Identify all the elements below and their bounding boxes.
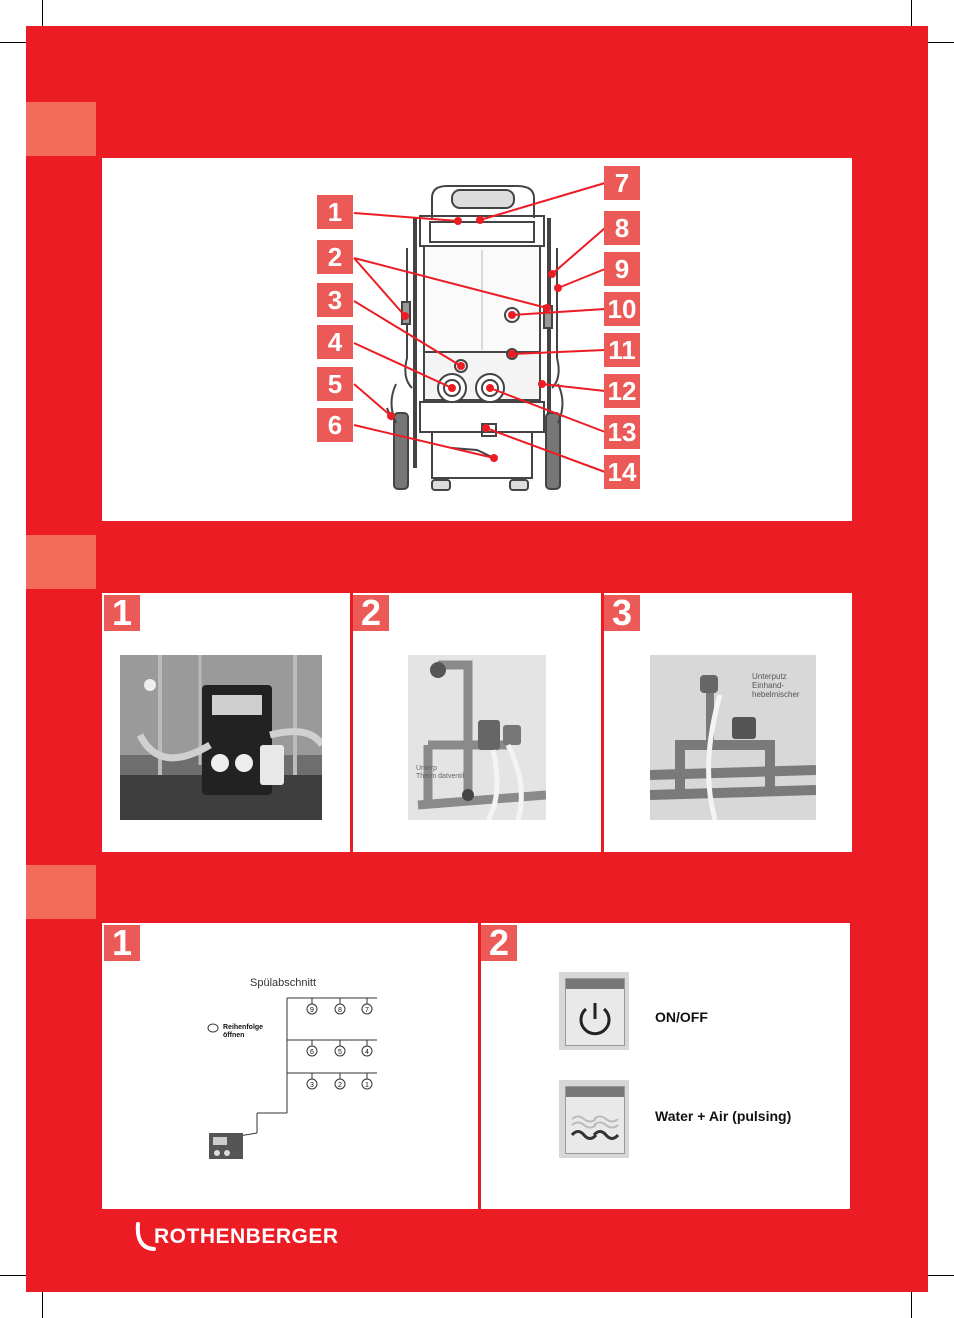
photo-caption: Unterp	[416, 765, 438, 772]
crop-mark	[928, 1275, 954, 1276]
power-button-icon	[559, 972, 629, 1050]
crop-mark	[42, 1292, 43, 1318]
device-drawing	[102, 158, 852, 521]
power-icon	[566, 989, 624, 1045]
water-air-button-icon	[559, 1080, 629, 1158]
section-tab-3	[26, 865, 96, 919]
crop-mark	[911, 0, 912, 26]
brand-name: ROTHENBERGER	[154, 1225, 339, 1248]
connection-panel	[102, 593, 852, 852]
sequence-number: 9	[310, 1007, 314, 1014]
step-number-1: 1	[104, 925, 140, 961]
single-lever-mixer-photo	[650, 655, 816, 820]
callout-14: 14	[604, 455, 640, 489]
panel-divider	[478, 923, 481, 1209]
step-number-2: 2	[481, 925, 517, 961]
logo-swoosh-icon	[134, 1222, 156, 1252]
flush-sequence-diagram	[197, 973, 397, 1173]
sequence-number: 7	[365, 1007, 369, 1014]
callout-1: 1	[317, 195, 353, 229]
sequence-number: 2	[338, 1082, 342, 1089]
callout-10: 10	[604, 292, 640, 326]
callout-12: 12	[604, 374, 640, 408]
sequence-number: 6	[310, 1049, 314, 1056]
sequence-number: 1	[365, 1082, 369, 1089]
photo-caption: Therm datventil	[416, 773, 465, 780]
crop-mark	[0, 1275, 26, 1276]
sequence-number: 8	[338, 1007, 342, 1014]
step-number-2: 2	[353, 595, 389, 631]
section-tab-2	[26, 535, 96, 589]
water-air-icon	[566, 1097, 624, 1153]
callout-9: 9	[604, 252, 640, 286]
callout-7: 7	[604, 166, 640, 200]
crop-mark	[928, 42, 954, 43]
callout-4: 4	[317, 325, 353, 359]
device-diagram-panel	[102, 158, 852, 521]
panel-divider	[601, 593, 604, 852]
crop-mark	[0, 42, 26, 43]
callout-2: 2	[317, 240, 353, 274]
on-off-label: ON/OFF	[655, 1009, 708, 1025]
sequence-number: 4	[365, 1049, 369, 1056]
callout-8: 8	[604, 211, 640, 245]
callout-5: 5	[317, 367, 353, 401]
device-connected-photo	[120, 655, 322, 820]
photo-caption: Einhand-	[752, 681, 785, 690]
mini-device-icon	[209, 1133, 243, 1159]
photo-caption: Unterputz	[752, 672, 787, 681]
panel-divider	[350, 593, 353, 852]
operation-panel	[102, 923, 850, 1209]
water-air-label: Water + Air (pulsing)	[655, 1108, 792, 1124]
rothenberger-logo	[134, 1222, 339, 1252]
section-tab-1	[26, 102, 96, 156]
diagram-title: Spülabschnitt	[250, 977, 317, 989]
crop-mark	[42, 0, 43, 26]
step-number-1: 1	[104, 595, 140, 631]
sequence-number: 5	[338, 1049, 342, 1056]
thermostat-valve-photo	[408, 655, 546, 820]
callout-6: 6	[317, 408, 353, 442]
legend-text: Reihenfolge	[223, 1024, 264, 1031]
callout-11: 11	[604, 333, 640, 367]
step-number-3: 3	[604, 595, 640, 631]
callout-13: 13	[604, 415, 640, 449]
sequence-number: 3	[310, 1082, 314, 1089]
callout-3: 3	[317, 283, 353, 317]
photo-caption: hebelmischer	[752, 690, 800, 699]
legend-text: öffnen	[223, 1032, 245, 1039]
crop-mark	[911, 1292, 912, 1318]
